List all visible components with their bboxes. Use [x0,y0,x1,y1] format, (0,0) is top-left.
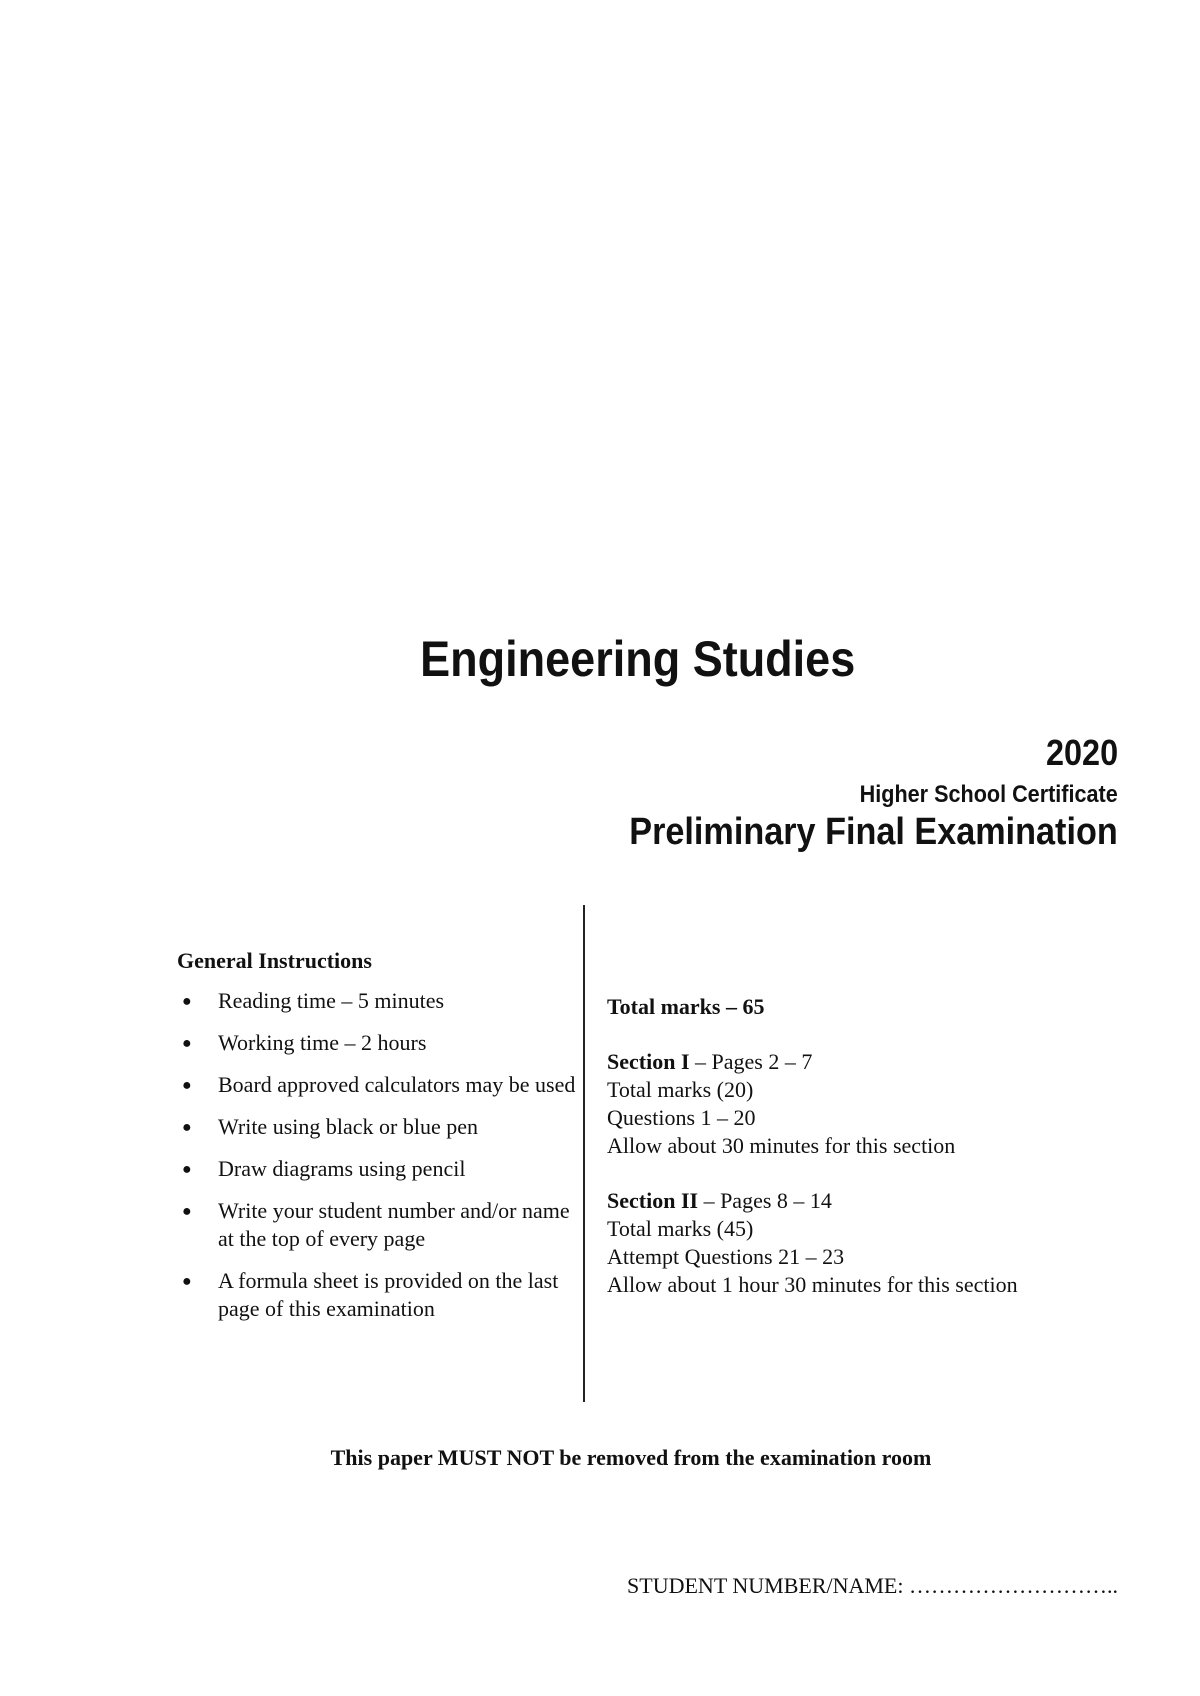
section-1-marks: Total marks (20) [607,1077,754,1102]
bullet-icon: ● [182,1203,192,1220]
certificate-name [831,781,1118,809]
general-instructions [177,947,577,1337]
section-2-label: Section II [607,1188,699,1213]
section-1-label: Section I [607,1049,690,1074]
instruction-text: Draw diagrams using pencil [218,1156,466,1181]
section-1-questions: Questions 1 – 20 [607,1105,756,1130]
exam-year [1038,732,1118,774]
instructions-heading: General Instructions [177,948,372,973]
exam-title [0,630,1200,688]
bullet-icon: ● [182,1273,192,1290]
removal-notice: This paper MUST NOT be removed from the examination room [330,1445,932,1470]
instruction-item [177,987,578,1015]
instruction-item [177,1197,578,1253]
bullet-icon: ● [182,993,192,1010]
exam-name-text: Preliminary Final Examination [629,811,1118,853]
exam-title-text: Engineering Studies [420,631,856,687]
instruction-text: Reading time – 5 minutes [218,988,445,1013]
instruction-item [177,1071,578,1099]
instruction-text: A formula sheet is provided on the last page of this examination [218,1268,559,1321]
student-number-field: STUDENT NUMBER/NAME: ……………………….. [627,1573,1118,1598]
instruction-item [177,1029,578,1057]
section-2-questions: Attempt Questions 21 – 23 [607,1244,845,1269]
marks-summary [607,993,1127,1299]
section-1-pages: – Pages 2 – 7 [689,1049,813,1074]
instruction-item [177,1267,578,1323]
section-2-marks: Total marks (45) [607,1216,754,1241]
instruction-item [177,1113,578,1141]
bullet-icon: ● [182,1035,192,1052]
instruction-text: Board approved calculators may be used [218,1072,576,1097]
column-divider [583,905,585,1402]
bullet-icon: ● [182,1077,192,1094]
certificate-name-text: Higher School Certificate [859,781,1118,808]
bullet-icon: ● [182,1161,192,1178]
instruction-item [177,1155,578,1183]
exam-name [575,811,1118,854]
section-2-pages: – Pages 8 – 14 [698,1188,832,1213]
exam-year-text: 2020 [1045,732,1118,773]
instruction-text: Working time – 2 hours [218,1030,427,1055]
instructions-list [177,987,577,1323]
section-2-heading [607,1187,1127,1215]
section-2-time: Allow about 1 hour 30 minutes for this section [607,1272,1018,1297]
bullet-icon: ● [182,1119,192,1136]
total-marks: Total marks – 65 [607,994,765,1019]
section-1-time: Allow about 30 minutes for this section [607,1133,956,1158]
instruction-text: Write using black or blue pen [218,1114,478,1139]
section-1-heading [607,1048,1127,1076]
instruction-text: Write your student number and/or name at the top of every page [218,1198,570,1251]
